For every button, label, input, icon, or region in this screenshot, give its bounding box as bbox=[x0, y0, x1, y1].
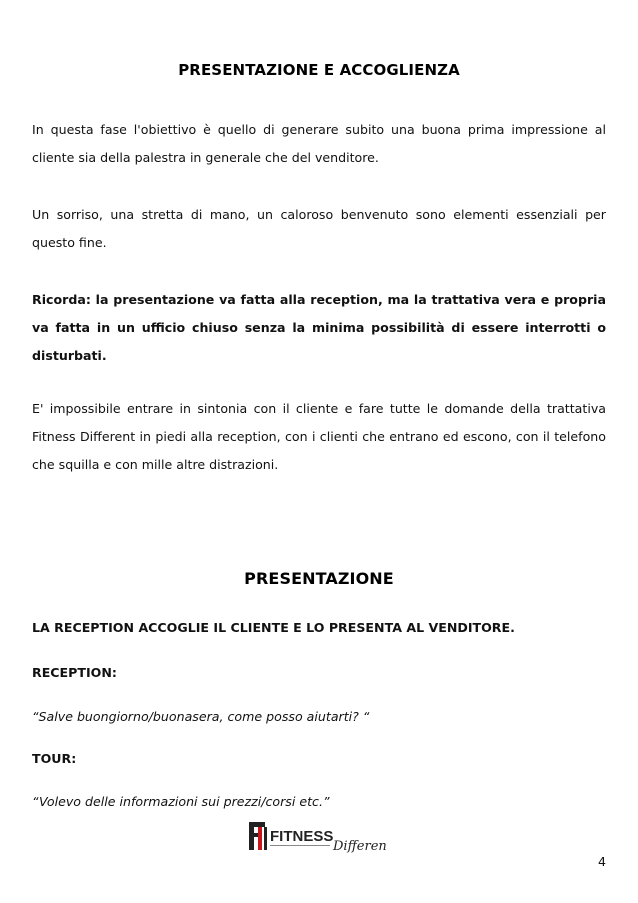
fitness-different-logo bbox=[247, 816, 387, 856]
page-number: 4 bbox=[597, 854, 606, 869]
paragraph-intro: In questa fase l'obiettivo è quello di generare subito una buona prima impressione al cliente sia della palestra in generale che del venditore. bbox=[32, 122, 606, 165]
section-title: PRESENTAZIONE bbox=[244, 569, 394, 588]
fitness-different-logo-icon bbox=[247, 816, 387, 856]
paragraph-smile: Un sorriso, una stretta di mano, un caloroso benvenuto sono elementi essenziali per questo fine. bbox=[32, 207, 606, 250]
tour-quote: “Volevo delle informazioni sui prezzi/corsi etc.” bbox=[32, 794, 330, 809]
section-heading: LA RECEPTION ACCOGLIE IL CLIENTE E LO PRESENTA AL VENDITORE. bbox=[32, 620, 515, 635]
page-title: PRESENTAZIONE E ACCOGLIENZA bbox=[178, 61, 460, 79]
paragraph-impossible: E' impossibile entrare in sintonia con il cliente e fare tutte le domande della trattativa Fitness Different in piedi alla reception, con i clienti che entrano ed escono, con il telefono che squilla e con mille altre distrazioni. bbox=[32, 401, 606, 472]
paragraph-reminder: Ricorda: la presentazione va fatta alla reception, ma la trattativa vera e propria va fatta in un ufficio chiuso senza la minima possibilità di essere interrotti o disturbati. bbox=[32, 292, 606, 363]
logo-text-main: FITNESS bbox=[270, 828, 334, 845]
reception-quote: “Salve buongiorno/buonasera, come posso aiutarti? “ bbox=[32, 709, 370, 724]
reception-label: RECEPTION: bbox=[32, 665, 117, 680]
logo-text-script: Different bbox=[333, 839, 387, 854]
tour-label: TOUR: bbox=[32, 751, 77, 766]
